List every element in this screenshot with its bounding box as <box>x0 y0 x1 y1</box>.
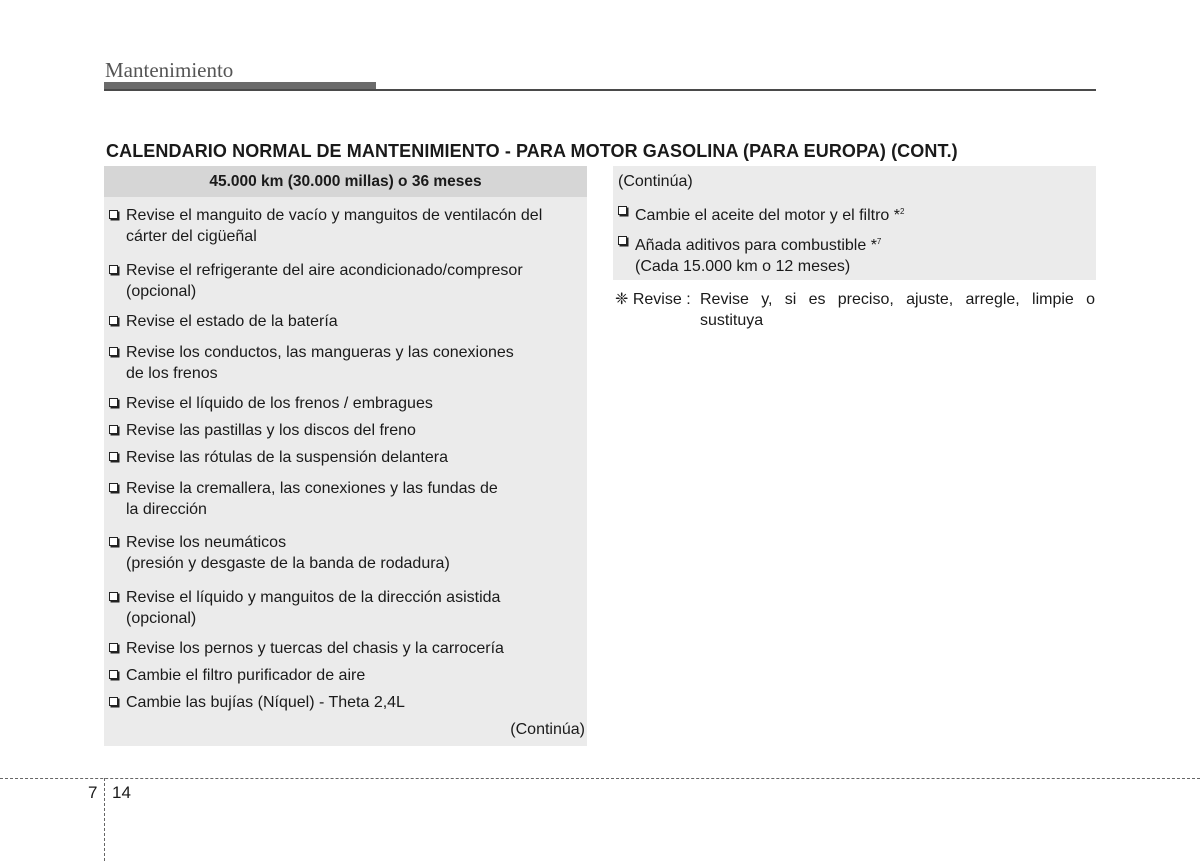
checklist-item: Revise los pernos y tuercas del chasis y la carrocería <box>109 638 585 659</box>
checklist-item: Cambie el aceite del motor y el filtro *$^2$ <box>618 201 1088 226</box>
interval-header: 45.000 km (30.000 millas) o 36 meses <box>104 166 587 197</box>
continued-label: (Continúa) <box>618 173 693 190</box>
header-rule-line <box>104 89 1096 91</box>
maintenance-interval-panel <box>104 166 587 746</box>
page-number: 14 <box>112 783 131 802</box>
page-heading: CALENDARIO NORMAL DE MANTENIMIENTO - PARA MOTOR GASOLINA (PARA EUROPA) (CONT.) <box>106 141 958 161</box>
checkbox-icon <box>109 643 118 652</box>
checkbox-icon <box>109 347 118 356</box>
checkbox-icon <box>109 592 118 601</box>
checkbox-icon <box>109 537 118 546</box>
continues-label: (Continúa) <box>510 721 585 738</box>
checklist-item: Cambie el filtro purificador de aire <box>109 665 585 686</box>
checklist-item: Revise el refrigerante del aire acondicionado/compresor (opcional) <box>109 260 585 302</box>
checkbox-icon <box>109 316 118 325</box>
chapter-number: 7 <box>88 783 98 802</box>
checklist-item: Revise el estado de la batería <box>109 311 585 332</box>
checkbox-icon <box>109 398 118 407</box>
legend-text: Revise y, si es preciso, ajuste, arregle, limpie o sustituya <box>700 291 1095 329</box>
checkbox-icon <box>109 483 118 492</box>
checklist-item: Revise el líquido y manguitos de la dirección asistida (opcional) <box>109 587 585 629</box>
legend-key: ❈ Revise : <box>615 291 691 308</box>
section-title: Mantenimiento <box>105 58 234 82</box>
checklist-item: Revise el líquido de los frenos / embragues <box>109 393 585 414</box>
checkbox-icon <box>109 210 118 219</box>
checklist-item: Revise los conductos, las mangueras y las conexiones de los frenos <box>109 342 585 384</box>
checkbox-icon <box>109 452 118 461</box>
checklist-item: Revise las pastillas y los discos del freno <box>109 420 585 441</box>
checklist-item: Revise los neumáticos (presión y desgaste de la banda de rodadura) <box>109 532 585 574</box>
checkbox-icon <box>109 425 118 434</box>
checkbox-icon <box>618 206 627 215</box>
checklist-item: Revise las rótulas de la suspensión delantera <box>109 447 585 468</box>
checkbox-icon <box>109 697 118 706</box>
checkbox-icon <box>109 265 118 274</box>
footer-divider-vertical <box>104 778 105 861</box>
checkbox-icon <box>109 670 118 679</box>
continued-panel <box>613 166 1096 280</box>
checklist-item: Revise la cremallera, las conexiones y las fundas de la dirección <box>109 478 585 520</box>
checklist-item: Cambie las bujías (Níquel) - Theta 2,4L <box>109 692 585 713</box>
checkbox-icon <box>618 236 627 245</box>
checklist-item: Añada aditivos para combustible *$^7$ (Cada 15.000 km o 12 meses) <box>618 231 1088 277</box>
footer-divider <box>0 778 1200 779</box>
checklist-item: Revise el manguito de vacío y manguitos de ventilacón del cárter del cigüeñal <box>109 205 585 247</box>
